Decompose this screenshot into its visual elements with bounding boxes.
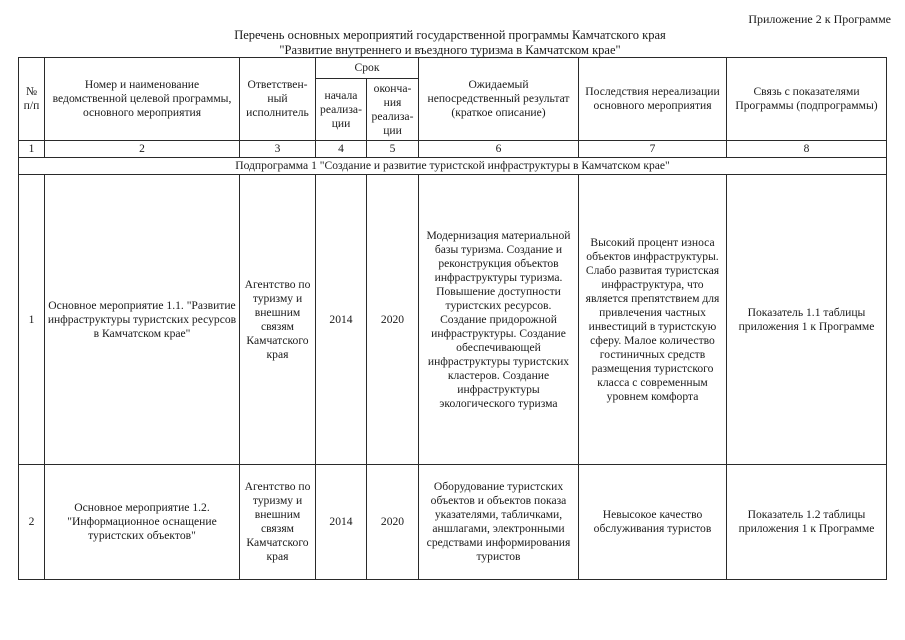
- col-header-num: № п/п: [19, 58, 45, 141]
- col-header-indicator: Связь с показателями Программы (подпрограммы): [727, 58, 887, 141]
- row-indicator: Показатель 1.1 таблицы приложения 1 к Программе: [727, 175, 887, 465]
- row-num: 1: [19, 175, 45, 465]
- row-executor: Агентство по туризму и внешним связям Камчатского края: [240, 465, 316, 580]
- title-line-2: "Развитие внутреннего и въездного туризма в Камчатском крае": [279, 43, 621, 57]
- column-number-row: [19, 141, 887, 158]
- row-indicator: Показатель 1.2 таблицы приложения 1 к Программе: [727, 465, 887, 580]
- subprogram-title: Подпрограмма 1 "Создание и развитие туристской инфраструктуры в Камчатском крае": [19, 158, 887, 175]
- col-number: 3: [240, 141, 316, 158]
- col-number: 6: [419, 141, 579, 158]
- header-row-1: [19, 58, 887, 79]
- row-name: Основное мероприятие 1.1. "Развитие инфраструктуры туристских ресурсов в Камчатском крае": [45, 175, 240, 465]
- row-end: 2020: [367, 465, 419, 580]
- col-number: 7: [579, 141, 727, 158]
- title-line-1: Перечень основных мероприятий государственной программы Камчатского края: [234, 28, 666, 42]
- col-header-name: Номер и наименование ведомственной целевой программы, основного мероприятия: [45, 58, 240, 141]
- row-num: 2: [19, 465, 45, 580]
- measures-table: [18, 57, 887, 580]
- row-consequence: Высокий процент износа объектов инфраструктуры. Слабо развитая туристская инфраструктура, что является препятствием для привлечения частных инвестиций в туристскую сферу. Малое количество гостиничных средств размещения туристского класса с современным уровнем комфорта: [579, 175, 727, 465]
- row-result: Оборудование туристских объектов и объектов показа указателями, табличками, аншлагами, электронными средствами информирования туристов: [419, 465, 579, 580]
- col-header-result: Ожидаемый непосредственный результат (краткое описание): [419, 58, 579, 141]
- row-executor: Агентство по туризму и внешним связям Камчатского края: [240, 175, 316, 465]
- col-header-end: оконча-ния реализа-ции: [367, 79, 419, 141]
- col-number: 2: [45, 141, 240, 158]
- document-title: [200, 28, 700, 58]
- appendix-label: Приложение 2 к Программе: [748, 12, 891, 26]
- col-number: 8: [727, 141, 887, 158]
- subprogram-row: [19, 158, 887, 175]
- row-name: Основное мероприятие 1.2. "Информационное оснащение туристских объектов": [45, 465, 240, 580]
- col-number: 5: [367, 141, 419, 158]
- col-number: 4: [316, 141, 367, 158]
- row-start: 2014: [316, 465, 367, 580]
- row-consequence: Невысокое качество обслуживания туристов: [579, 465, 727, 580]
- col-header-start: начала реализа-ции: [316, 79, 367, 141]
- col-header-executor: Ответствен-ный исполнитель: [240, 58, 316, 141]
- col-header-consequence: Последствия нереализации основного мероприятия: [579, 58, 727, 141]
- col-number: 1: [19, 141, 45, 158]
- col-header-term: Срок: [316, 58, 419, 79]
- row-start: 2014: [316, 175, 367, 465]
- row-end: 2020: [367, 175, 419, 465]
- table-row: [19, 175, 887, 465]
- row-result: Модернизация материальной базы туризма. Создание и реконструкция объектов инфраструктуры туризма. Повышение доступности туристских ресурсов. Создание придорожной инфраструктуры. Создание обеспечивающей инфраструктуры туристских кластеров. Создание инфраструктуры экологического туризма: [419, 175, 579, 465]
- table-row: [19, 465, 887, 580]
